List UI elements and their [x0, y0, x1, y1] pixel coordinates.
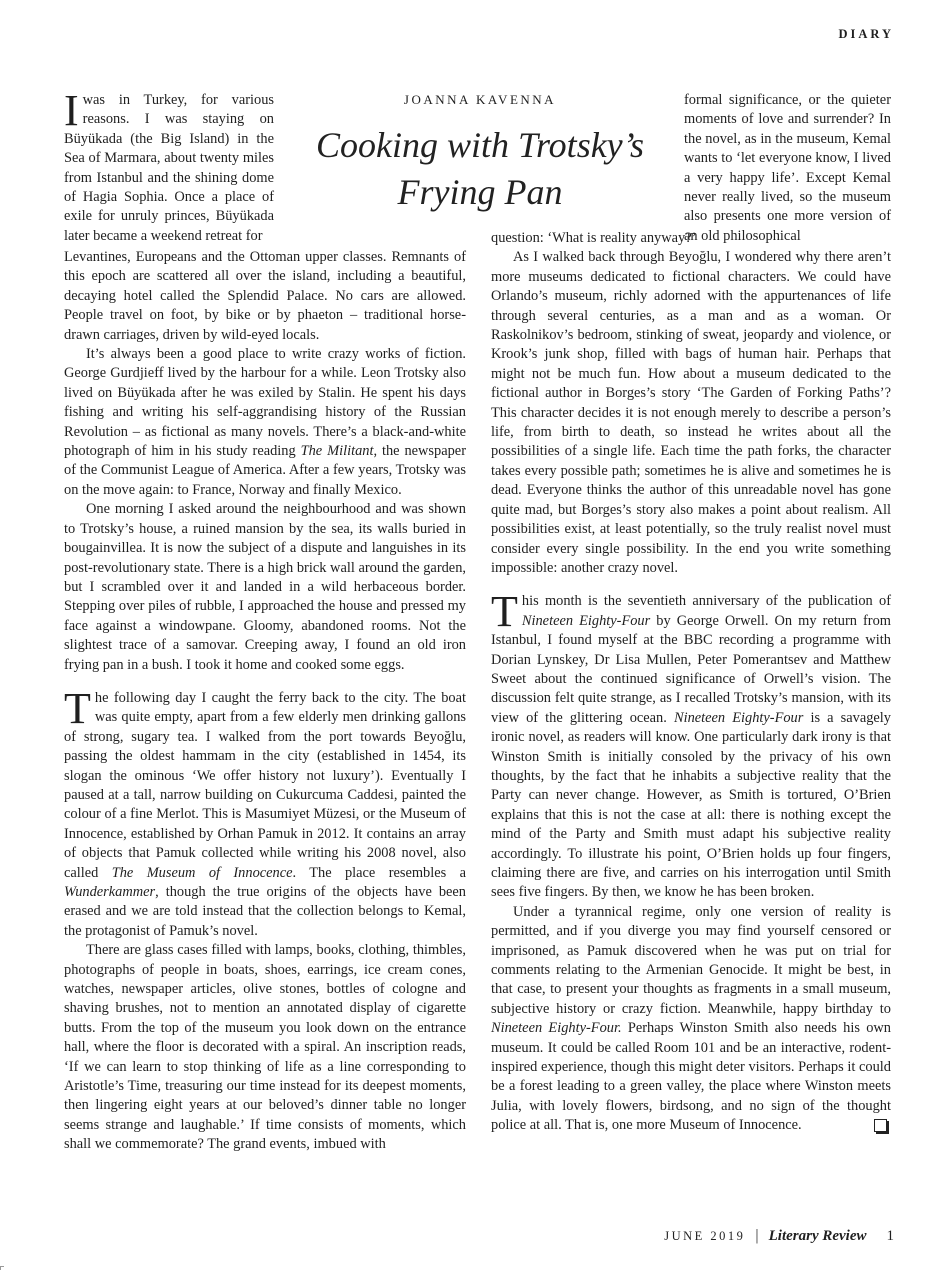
left-column	[64, 248, 466, 1155]
right-column-top	[684, 91, 891, 246]
magazine-name: Literary Review	[768, 1227, 867, 1244]
footer-separator: |	[755, 1227, 759, 1244]
page-number: 1	[886, 1227, 894, 1244]
crop-mark	[0, 1266, 4, 1270]
section-label: DIARY	[838, 27, 894, 41]
article-title	[300, 122, 660, 216]
paragraph: question: ‘What is reality anyway?’	[491, 230, 697, 246]
paragraph: This month is the seventieth anniversary of the publication of Nineteen Eighty-Four by George Orwell. On my return from Istanbul, I found myself at the BBC recording a programme with Dorian Lynskey, Dr Lisa Mullen, Peter Pomerantsev and Matthew Sweet about the continued significance of Orwell’s vision. The discussion felt quite strange, as I recalled Trotsky’s mansion, with its view of the glittering ocean. Nineteen Eighty-Four is a savagely ironic novel, as readers will know. One particularly dark irony is that Winston Smith is initially consoled by the privacy of his own thoughts, by the fact that he inhabits a subjective reality that the Party can never change. However, as Smith is tortured, O’Brien explains that this is not the case at all: there is nothing except the mind of the Party and Smith must adapt his subjective reality accordingly. To illustrate his point, O’Brien holds up four fingers, claiming there are five, and carries on his interrogation until Smith sees five fingers. By then, we know he has been broken.	[491, 587, 891, 901]
title-line-1: Cooking with Trotsky’s	[315, 125, 645, 165]
paragraph: It’s always been a good place to write crazy works of fiction. George Gurdjieff lived by the harbour for a while. Leon Trotsky also lived on Büyükada after he was exiled by Stalin. He spent his days fishing and writing his self-aggrandising history of the Russian Revolution – as fictional as many novels. There’s a black-and-white photograph of him in his study reading The Militant, the newspaper of the Communist League of America. After a few years, Trotsky was on the move again: to France, Norway and finally Mexico.	[64, 346, 466, 498]
title-line-2: Frying Pan	[397, 172, 563, 212]
drop-cap: I	[64, 86, 79, 135]
page-footer	[664, 1227, 894, 1245]
end-mark-icon	[874, 1119, 887, 1132]
paragraph: The following day I caught the ferry back to the city. The boat was quite empty, apart from a few elderly men drinking gallons of strong, sugary tea. I walked from the port towards Beyoğlu, passing the oldest hammam in the city (established in 1454, its slogan the ominous ‘We offer history not luxury’). Eventually I paused at a tall, narrow building on Cukurcuma Caddesi, painted the colour of a fine Merlot. This is Masumiyet Müzesi, or the Museum of Innocence, established by Orhan Pamuk in 2012. It contains an array of objects that Pamuk collected while writing his 2008 novel, also called The Museum of Innocence. The place resembles a Wunderkammer, though the true origins of the objects have been erased and we are told instead that the collection belongs to Kemal, the protagonist of Pamuk’s novel.	[64, 683, 466, 939]
drop-cap: T	[491, 587, 518, 637]
paragraph	[64, 86, 274, 246]
drop-cap: T	[64, 683, 91, 733]
issue-date: JUNE 2019	[664, 1228, 746, 1243]
right-column	[491, 229, 891, 1136]
author-byline: JOANNA KAVENNA	[403, 92, 557, 107]
paragraph: As I walked back through Beyoğlu, I wondered why there aren’t more museums dedicated to fictional characters. We could have Orlando’s museum, richly adorned with the appurtenances of life through several centuries, as a man and as a woman. Or Raskolnikov’s bedroom, stinking of sweat, jeopardy and violence, or Krook’s junk shop, filled with bags of human hair. Perhaps that might not be much fun. How about a museum dedicated to the fictional author in Borges’s story ‘The Garden of Forking Paths’? This character decides it is not enough merely to describe a person’s life, from birth to death, so instead he writes about all the possibilities of a single life. Each time the path forks, the character takes every possible path; sometimes he is alive and sometimes he is dead. Everyone thinks the author of this unreadable novel has gone quite mad, but Borges’s story also makes a point about realism. All possibilities exist, at least potentially, so the truly realist novel must consider every single possibility. In the end you write something impossible: another crazy novel.	[491, 249, 891, 576]
paragraph: There are glass cases filled with lamps, books, clothing, thimbles, photographs of people in boats, shoes, earrings, ice cream cones, watches, newspaper articles, olive stones, bottles of cologne and shaving brushes, not to mention an annotated display of cigarette butts. From the top of the museum you look down on the entrance hall, where the floor is decorated with a spiral. An inscription reads, ‘If we can learn to stop thinking of life as a line corresponding to Aristotle’s Time, treasuring our time instead for its deepest moments, then lingering eight years at our beloved’s dinner table no longer seems strange and laughable.’ If time consists of moments, which shall we commemorate? The grand events, imbued with	[64, 942, 466, 1153]
paragraph: Under a tyrannical regime, only one version of reality is permitted, and if you diverge you may find yourself censored or imprisoned, as Pamuk discovered when he was put on trial for comments relating to the Armenian Genocide. It might be best, in that case, to present your thoughts as fragments in a small museum, subjective history or crazy fiction. Meanwhile, happy birthday to Nineteen Eighty-Four. Perhaps Winston Smith also needs his own museum. It could be called Room 101 and be an interactive, rodent-inspired experience, though this might deter visitors. Perhaps it could be a forest leading to a green valley, the place where Winston meets Julia, with lovely flowers, birdsong, and no sign of the thought police at all. That is, one more Museum of Innocence.	[491, 903, 891, 1134]
paragraph: Levantines, Europeans and the Ottoman upper classes. Remnants of this epoch are scattered all over the island, including a beautiful, decaying hotel called the Splendid Palace. No cars are allowed. People travel on foot, by bike or by phaeton – traditional horse-drawn carriages, driven by wild-eyed locals.	[64, 249, 466, 343]
paragraph-text: was in Turkey, for various reasons. I was staying on Büyükada (the Big Island) in the Sea of Marmara, about twenty miles from Istanbul and the shining dome of Hagia Sophia. Once a place of exile for unruly princes, Büyükada later became a weekend retreat for	[64, 92, 274, 244]
left-column-top	[64, 86, 274, 246]
paragraph: formal significance, or the quieter moments of love and surrender? In the novel, as in the museum, Kemal wants to ‘let everyone know, I lived a very happy life’. Except Kemal never really lived, so the museum also presents one more version of an old philosophical	[684, 92, 891, 244]
paragraph: One morning I asked around the neighbourhood and was shown to Trotsky’s house, a ruined mansion by the sea, its walls buried in bougainvillea. It is now the subject of a dispute and languishes in its post-revolutionary state. There is a high brick wall around the garden, but I scrambled over it and landed in a wild herbaceous border. Stepping over piles of rubble, I approached the house and pressed my face against a windowpane. Gloomy, abandoned rooms. Not the slightest trace of a samovar. Creeping away, I found an old iron frying pan in a bush. I took it home and cooked some eggs.	[64, 501, 466, 673]
